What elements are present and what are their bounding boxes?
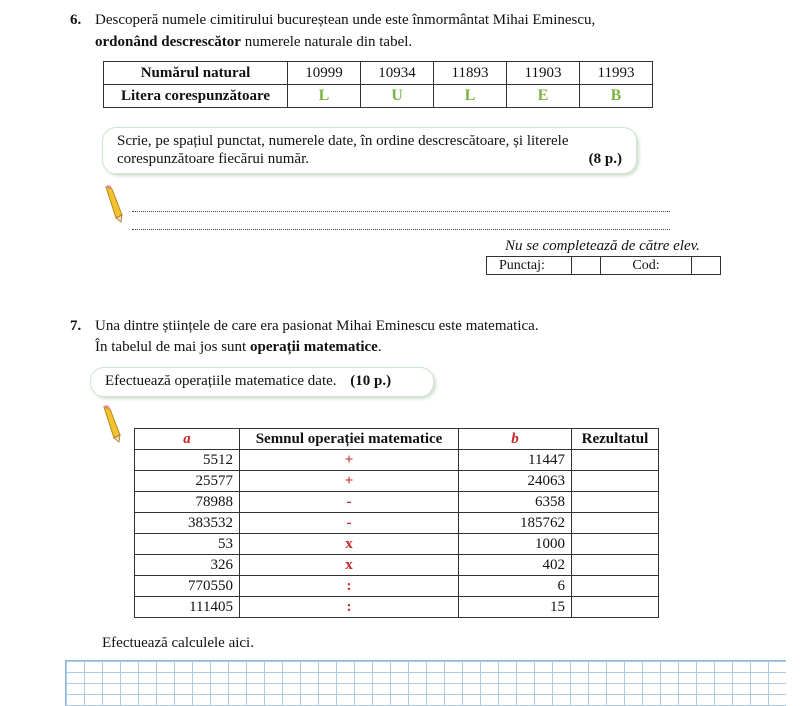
operand-a: 53 — [135, 534, 240, 555]
letter-cell: B — [580, 85, 653, 108]
pencil-icon — [98, 185, 128, 223]
result-cell[interactable] — [572, 555, 659, 576]
score-box — [486, 256, 721, 275]
answer-dotted-line[interactable] — [132, 229, 670, 230]
q6-points: (8 p.) — [588, 151, 622, 167]
operation-sign: - — [240, 492, 459, 513]
number-cell: 10934 — [361, 62, 434, 85]
numbers-letters-table — [103, 61, 653, 108]
operand-a: 383532 — [135, 513, 240, 534]
operand-b: 185762 — [459, 513, 572, 534]
pencil-icon — [96, 405, 126, 443]
table-row — [135, 555, 659, 576]
operations-table — [134, 428, 659, 618]
operation-sign: x — [240, 534, 459, 555]
operand-b: 1000 — [459, 534, 572, 555]
number-cell: 10999 — [288, 62, 361, 85]
q6-instruction-line1: Scrie, pe spațiul punctat, numerele date, în ordine descrescătoare, și literele — [117, 133, 569, 149]
result-cell[interactable] — [572, 576, 659, 597]
operand-a: 770550 — [135, 576, 240, 597]
question-6-text-line2: ordonând descrescător numerele naturale din tabel. — [95, 34, 413, 50]
question-7-number: 7. — [70, 318, 82, 334]
column-header-a: a — [135, 429, 240, 450]
operand-b: 6358 — [459, 492, 572, 513]
result-cell[interactable] — [572, 450, 659, 471]
calculation-grid[interactable] — [65, 660, 786, 706]
punctaj-label: Punctaj: — [487, 257, 572, 274]
table-row — [135, 492, 659, 513]
operand-a: 78988 — [135, 492, 240, 513]
operand-b: 402 — [459, 555, 572, 576]
column-header-sign: Semnul operației matematice — [240, 429, 459, 450]
operand-a: 25577 — [135, 471, 240, 492]
answer-dotted-line[interactable] — [132, 211, 670, 212]
result-cell[interactable] — [572, 534, 659, 555]
table-row — [135, 471, 659, 492]
table-row — [135, 513, 659, 534]
question-6-number: 6. — [70, 12, 82, 28]
number-cell: 11903 — [507, 62, 580, 85]
table-row — [135, 450, 659, 471]
operation-sign: x — [240, 555, 459, 576]
letter-cell: E — [507, 85, 580, 108]
operand-a: 326 — [135, 555, 240, 576]
question-6-text-line1: Descoperă numele cimitirului bucureștean unde este înmormântat Mihai Eminescu, — [95, 12, 596, 28]
operation-sign: - — [240, 513, 459, 534]
operation-sign: + — [240, 450, 459, 471]
letter-cell: U — [361, 85, 434, 108]
letter-cell: L — [288, 85, 361, 108]
q7-instruction: Efectuează operațiile matematice date. — [105, 373, 337, 389]
operation-sign: : — [240, 576, 459, 597]
result-cell[interactable] — [572, 597, 659, 618]
punctaj-field[interactable] — [572, 257, 601, 274]
operand-b: 24063 — [459, 471, 572, 492]
column-header-b: b — [459, 429, 572, 450]
operand-a: 111405 — [135, 597, 240, 618]
result-cell[interactable] — [572, 471, 659, 492]
cod-field[interactable] — [692, 257, 720, 274]
operation-sign: + — [240, 471, 459, 492]
operand-b: 15 — [459, 597, 572, 618]
q6-instruction-box — [102, 127, 637, 174]
letters-row-header: Litera corespunzătoare — [104, 85, 288, 108]
column-header-result: Rezultatul — [572, 429, 659, 450]
question-7-text-line1: Una dintre științele de care era pasionat Mihai Eminescu este matematica. — [95, 318, 539, 334]
letter-cell: L — [434, 85, 507, 108]
number-cell: 11893 — [434, 62, 507, 85]
question-7-text-line2: În tabelul de mai jos sunt operații matematice. — [95, 339, 382, 355]
teacher-only-note: Nu se completează de către elev. — [505, 238, 700, 254]
result-cell[interactable] — [572, 513, 659, 534]
calculations-label: Efectuează calculele aici. — [102, 635, 254, 651]
q7-instruction-box — [90, 367, 434, 397]
cod-label: Cod: — [601, 257, 692, 274]
table-row — [135, 576, 659, 597]
number-cell: 11993 — [580, 62, 653, 85]
operand-b: 11447 — [459, 450, 572, 471]
q6-instruction-line2: corespunzătoare fiecărui număr. (8 p.) — [117, 151, 622, 167]
table-row — [135, 597, 659, 618]
result-cell[interactable] — [572, 492, 659, 513]
numbers-row-header: Numărul natural — [104, 62, 288, 85]
operand-b: 6 — [459, 576, 572, 597]
operand-a: 5512 — [135, 450, 240, 471]
operation-sign: : — [240, 597, 459, 618]
table-row — [135, 534, 659, 555]
q7-points: (10 p.) — [350, 373, 392, 389]
